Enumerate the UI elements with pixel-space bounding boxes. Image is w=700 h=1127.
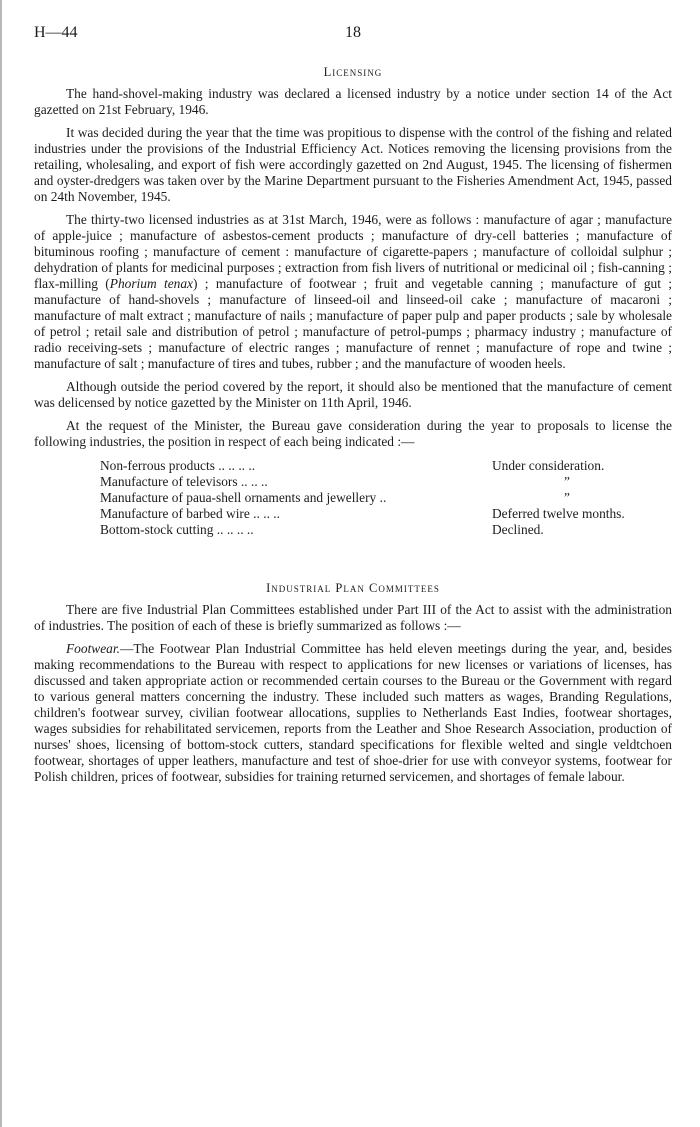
text-run: The thirty-two licensed industries as at 31st March, 1946, were as follows : manufacture of agar ; manufacture of apple-juice ; manufacture of asbestos-cement products ; manufacture of dry-cell batteries ; manufacture of bituminous roofing ; manufacture of cement : manufacture of cigarette-papers ; manufacture of colloidal sulphur ; dehydration of plants for medicinal purposes ; extraction from fish livers of nutritional or medicinal oil ; fish-canning ; flax-milling ( bbox=[34, 212, 672, 291]
proposal-status: Under consideration. bbox=[492, 458, 605, 473]
footwear-heading: Footwear. bbox=[66, 641, 120, 656]
list-item bbox=[100, 490, 660, 506]
proposal-status: Declined. bbox=[492, 522, 544, 537]
list-item bbox=[100, 522, 660, 538]
list-item bbox=[100, 506, 660, 522]
paragraph-licensed-industries bbox=[34, 212, 672, 372]
proposal-label: Bottom-stock cutting .. .. .. .. bbox=[100, 522, 254, 537]
proposals-list bbox=[100, 458, 660, 538]
paragraph: There are five Industrial Plan Committees established under Part III of the Act to assist with the administration of industries. The position of each of these is briefly summarized as follows :— bbox=[34, 602, 672, 633]
italic-botanical-name: Phorium tenax bbox=[109, 276, 193, 291]
paragraph: At the request of the Minister, the Bureau gave consideration during the year to proposals to license the following industries, the position in respect of each being indicated :— bbox=[34, 418, 672, 449]
proposal-label: Non-ferrous products .. .. .. .. bbox=[100, 458, 256, 473]
proposal-label: Manufacture of televisors .. .. .. bbox=[100, 474, 268, 489]
section-title-committees: Industrial Plan Committees bbox=[266, 581, 440, 595]
proposal-status: Deferred twelve months. bbox=[492, 506, 625, 521]
text-run: ) ; manufacture of footwear ; fruit and vegetable canning ; manufacture of gut ; manufacture of hand-shovels ; manufacture of linseed-oil and linseed-oil cake ; manufacture of macaroni ; manufacture of malt extract ; manufacture of nails ; manufacture of paper pulp and paper products ; sale by wholesale of petrol ; retail sale and distribution of petrol ; manufacture of petrol-pumps ; pharmacy industry ; manufacture of radio receiving-sets ; manufacture of electric ranges ; manufacture of rennet ; manufacture of rope and twine ; manufacture of salt ; manufacture of tires and tubes, rubber ; and the manufacture of wooden heels. bbox=[34, 276, 672, 371]
page-header bbox=[34, 24, 672, 44]
page-number: 18 bbox=[345, 24, 361, 41]
text-run: —The Footwear Plan Industrial Committee has held eleven meetings during the year, and, besides making recommendations to the Bureau with respect to applications for new licenses or variations of licenses, has discussed and taken appropriate action or recommended certain courses to the Bureau or the Government with regard to various general matters concerning the industry. These included such matters as wages, Branding Regulations, children's footwear survey, civilian footwear allocations, supplies to Netherlands East Indies, footwear shortages, wages subsidies for rehabilitated servicemen, reports from the Leather and Shoe Research Association, production of nurses' shoes, licensing of bottom-stock cutters, standard specifications for flexible welted and single veldtchoen footwear, shortages of upper leathers, manufacture and test of shoe-drier for use with conveyor systems, footwear for Polish children, prices of footwear, subsidies for training returned servicemen, and shortages of female labour. bbox=[34, 641, 672, 784]
section-spacer bbox=[34, 538, 672, 580]
proposal-status: ” bbox=[564, 474, 570, 489]
proposal-status: ” bbox=[564, 490, 570, 505]
section-title-licensing: Licensing bbox=[323, 65, 383, 79]
proposal-label: Manufacture of paua-shell ornaments and jewellery .. bbox=[100, 490, 387, 505]
paragraph: The hand-shovel-making industry was declared a licensed industry by a notice under section 14 of the Act gazetted on 21st February, 1946. bbox=[34, 86, 672, 117]
proposal-label: Manufacture of barbed wire .. .. .. bbox=[100, 506, 280, 521]
paragraph: Although outside the period covered by the report, it should also be mentioned that the manufacture of cement was delicensed by notice gazetted by the Minister on 11th April, 1946. bbox=[34, 379, 672, 410]
list-item bbox=[100, 458, 660, 474]
paragraph: It was decided during the year that the time was propitious to dispense with the control of the fishing and related industries under the provisions of the Industrial Efficiency Act. Notices removing the licensing provisions from the retailing, wholesaling, and export of fish were accordingly gazetted on 2nd August, 1945. The licensing of fishermen and oyster-dredgers was taken over by the Marine Department pursuant to the Fisheries Amendment Act, 1945, passed on 24th November, 1945. bbox=[34, 125, 672, 204]
document-code: H—44 bbox=[34, 24, 78, 41]
paragraph-footwear bbox=[34, 641, 672, 785]
list-item bbox=[100, 474, 660, 490]
page-body bbox=[34, 64, 672, 792]
